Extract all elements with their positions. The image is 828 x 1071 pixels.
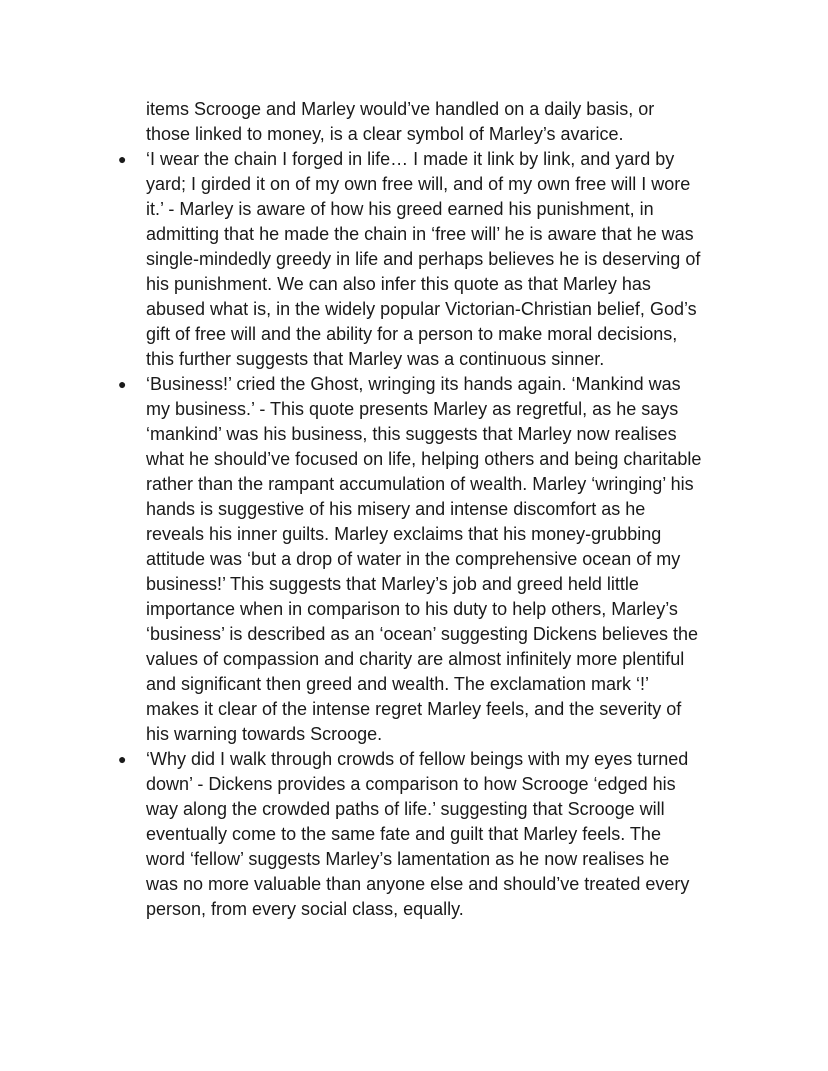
line-text: abused what is, in the widely popular Victorian-Christian belief, God’s	[146, 299, 697, 319]
line-text: ‘I wear the chain I forged in life… I made it link by link, and yard by	[146, 149, 675, 169]
line-text: items Scrooge and Marley would’ve handled on a daily basis, or	[146, 99, 655, 119]
line-text: ‘Business!’ cried the Ghost, wringing its hands again. ‘Mankind was	[146, 374, 681, 394]
text-line	[0, 347, 828, 372]
line-text: gift of free will and the ability for a person to make moral decisions,	[146, 324, 678, 344]
text-line	[0, 222, 828, 247]
text-line	[0, 372, 828, 397]
line-text: yard; I girded it on of my own free will, and of my own free will I wore	[146, 174, 691, 194]
text-line	[0, 322, 828, 347]
text-line	[0, 672, 828, 697]
text-line	[0, 497, 828, 522]
text-line	[0, 797, 828, 822]
text-line	[0, 397, 828, 422]
text-line	[0, 522, 828, 547]
document-body	[0, 97, 828, 922]
text-line	[0, 722, 828, 747]
text-line	[0, 472, 828, 497]
bullet-point: ●	[118, 376, 127, 392]
text-line	[0, 422, 828, 447]
text-line	[0, 622, 828, 647]
text-line	[0, 172, 828, 197]
text-line	[0, 897, 828, 922]
line-text: his warning towards Scrooge.	[146, 724, 383, 744]
text-line	[0, 872, 828, 897]
line-text: person, from every social class, equally.	[146, 899, 464, 919]
line-text: values of compassion and charity are almost infinitely more plentiful	[146, 649, 685, 669]
text-line	[0, 447, 828, 472]
text-line	[0, 247, 828, 272]
line-text: attitude was ‘but a drop of water in the comprehensive ocean of my	[146, 549, 681, 569]
text-line	[0, 597, 828, 622]
text-line	[0, 272, 828, 297]
line-text: admitting that he made the chain in ‘free will’ he is aware that he was	[146, 224, 694, 244]
text-line	[0, 697, 828, 722]
line-text: single-mindedly greedy in life and perhaps believes he is deserving of	[146, 249, 701, 269]
text-line	[0, 97, 828, 122]
line-text: business!’ This suggests that Marley’s job and greed held little	[146, 574, 639, 594]
text-line	[0, 772, 828, 797]
text-line	[0, 147, 828, 172]
line-text: this further suggests that Marley was a continuous sinner.	[146, 349, 605, 369]
line-text: rather than the rampant accumulation of wealth. Marley ‘wringing’ his	[146, 474, 694, 494]
line-text: what he should’ve focused on life, helping others and being charitable	[146, 449, 702, 469]
text-line	[0, 122, 828, 147]
line-text: was no more valuable than anyone else and should’ve treated every	[146, 874, 690, 894]
line-text: makes it clear of the intense regret Marley feels, and the severity of	[146, 699, 682, 719]
line-text: word ‘fellow’ suggests Marley’s lamentation as he now realises he	[146, 849, 670, 869]
line-text: eventually come to the same fate and guilt that Marley feels. The	[146, 824, 661, 844]
line-text: his punishment. We can also infer this quote as that Marley has	[146, 274, 651, 294]
line-text: my business.’ - This quote presents Marley as regretful, as he says	[146, 399, 679, 419]
text-line	[0, 647, 828, 672]
text-line	[0, 747, 828, 772]
text-line	[0, 297, 828, 322]
text-line	[0, 847, 828, 872]
line-text: ‘mankind’ was his business, this suggests that Marley now realises	[146, 424, 677, 444]
line-text: it.’ - Marley is aware of how his greed earned his punishment, in	[146, 199, 654, 219]
line-text: ‘business’ is described as an ‘ocean’ suggesting Dickens believes the	[146, 624, 698, 644]
line-text: down’ - Dickens provides a comparison to how Scrooge ‘edged his	[146, 774, 676, 794]
text-line	[0, 822, 828, 847]
bullet-point: ●	[118, 751, 127, 767]
line-text: reveals his inner guilts. Marley exclaims that his money-grubbing	[146, 524, 662, 544]
text-line	[0, 572, 828, 597]
line-text: those linked to money, is a clear symbol of Marley’s avarice.	[146, 124, 624, 144]
line-text: way along the crowded paths of life.’ suggesting that Scrooge will	[146, 799, 665, 819]
line-text: hands is suggestive of his misery and intense discomfort as he	[146, 499, 646, 519]
line-text: and significant then greed and wealth. The exclamation mark ‘!’	[146, 674, 649, 694]
line-text: ‘Why did I walk through crowds of fellow beings with my eyes turned	[146, 749, 689, 769]
text-line	[0, 547, 828, 572]
text-line	[0, 197, 828, 222]
bullet-point: ●	[118, 151, 127, 167]
line-text: importance when in comparison to his duty to help others, Marley’s	[146, 599, 678, 619]
